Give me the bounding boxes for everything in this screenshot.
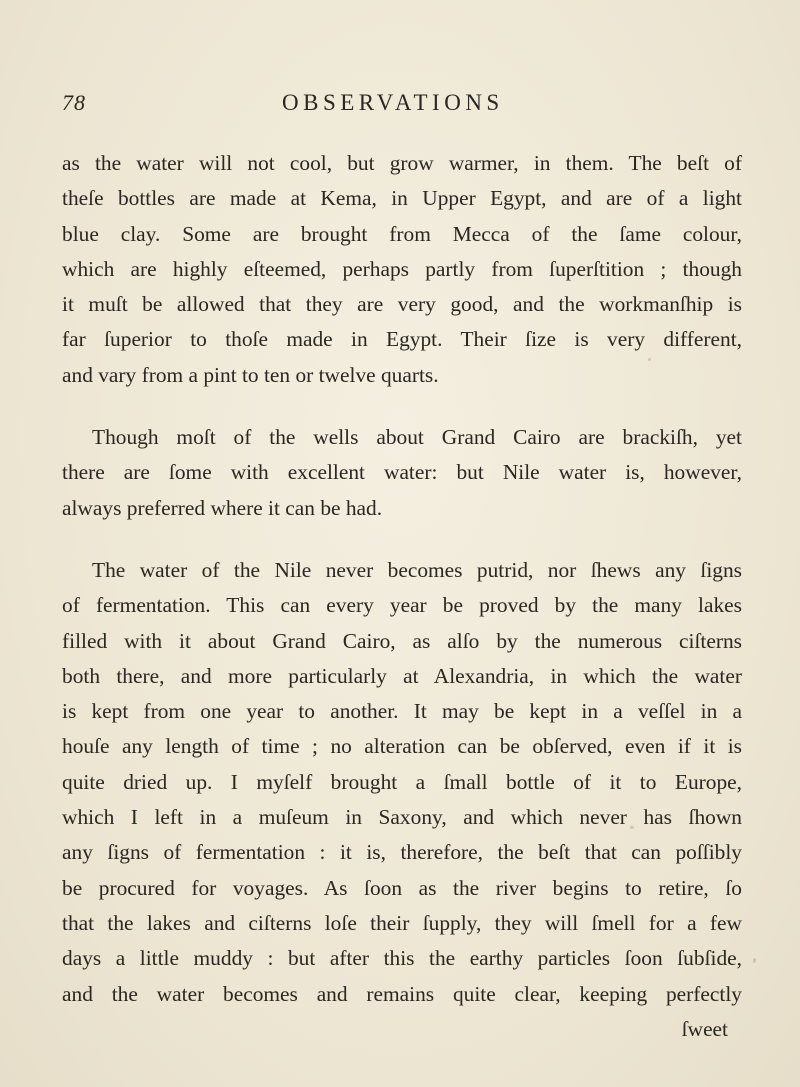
text-line: which are highly eſteemed, perhaps partly from ſuperſtition ; though	[62, 256, 742, 281]
text-line: as the water will not cool, but grow warmer, in them. The beſt of	[62, 151, 742, 175]
paragraph-gap	[62, 526, 742, 553]
text-line: and the water becomes and remains quite clear, keeping perfectly	[62, 981, 742, 1006]
text-line: which I left in a muſeum in Saxony, and which never has ſhown	[62, 805, 742, 830]
text-line: is kept from one year to another. It may be kept in a veſſel in a	[62, 699, 742, 724]
text-line: theſe bottles are made at Kema, in Upper Egypt, and are of a light	[62, 186, 742, 211]
text-line: of fermentation. This can every year be proved by the many lakes	[62, 593, 742, 618]
paragraph	[62, 420, 742, 526]
paper-speck	[318, 275, 321, 278]
text-line: far ſuperior to thoſe made in Egypt. Their ſize is very different,	[62, 327, 742, 352]
text-line: filled with it about Grand Cairo, as alſo by the numerous ciſterns	[62, 628, 742, 653]
page-header	[62, 90, 742, 120]
text-line: be procured for voyages. As ſoon as the river begins to retire, ſo	[62, 875, 742, 900]
running-head: OBSERVATIONS	[282, 90, 504, 115]
text-line: Though moſt of the wells about Grand Cairo are brackiſh, yet	[92, 425, 742, 450]
paper-speck	[630, 826, 634, 829]
body-text	[62, 146, 742, 1047]
text-line: always preferred where it can be had.	[62, 495, 383, 520]
paragraph-gap	[62, 393, 742, 420]
paper-speck	[753, 958, 756, 963]
text-line: days a little muddy : but after this the earthy particles ſoon ſubſide,	[62, 946, 742, 971]
text-line: blue clay. Some are brought from Mecca of the ſame colour,	[62, 221, 742, 246]
text-line: and vary from a pint to ten or twelve quarts.	[62, 362, 439, 387]
text-line: houſe any length of time ; no alteration can be obſerved, even if it is	[62, 734, 742, 759]
text-line: quite dried up. I myſelf brought a ſmall bottle of it to Europe,	[62, 769, 742, 794]
paper-speck	[648, 358, 651, 361]
text-line: that the lakes and ciſterns loſe their ſupply, they will ſmell for a few	[62, 910, 742, 935]
text-line: any ſigns of fermentation : it is, therefore, the beſt that can poſſibly	[62, 840, 742, 865]
text-line: it muſt be allowed that they are very good, and the workmanſhip is	[62, 292, 742, 317]
paragraph	[62, 146, 742, 393]
page-number: 78	[62, 90, 86, 115]
text-line: there are ſome with excellent water: but Nile water is, however,	[62, 460, 742, 485]
catchword: ſweet	[681, 1016, 728, 1041]
paragraph	[62, 553, 742, 1012]
text-line: both there, and more particularly at Alexandria, in which the water	[62, 663, 742, 688]
text-line: The water of the Nile never becomes putrid, nor ſhews any ſigns	[92, 557, 742, 582]
